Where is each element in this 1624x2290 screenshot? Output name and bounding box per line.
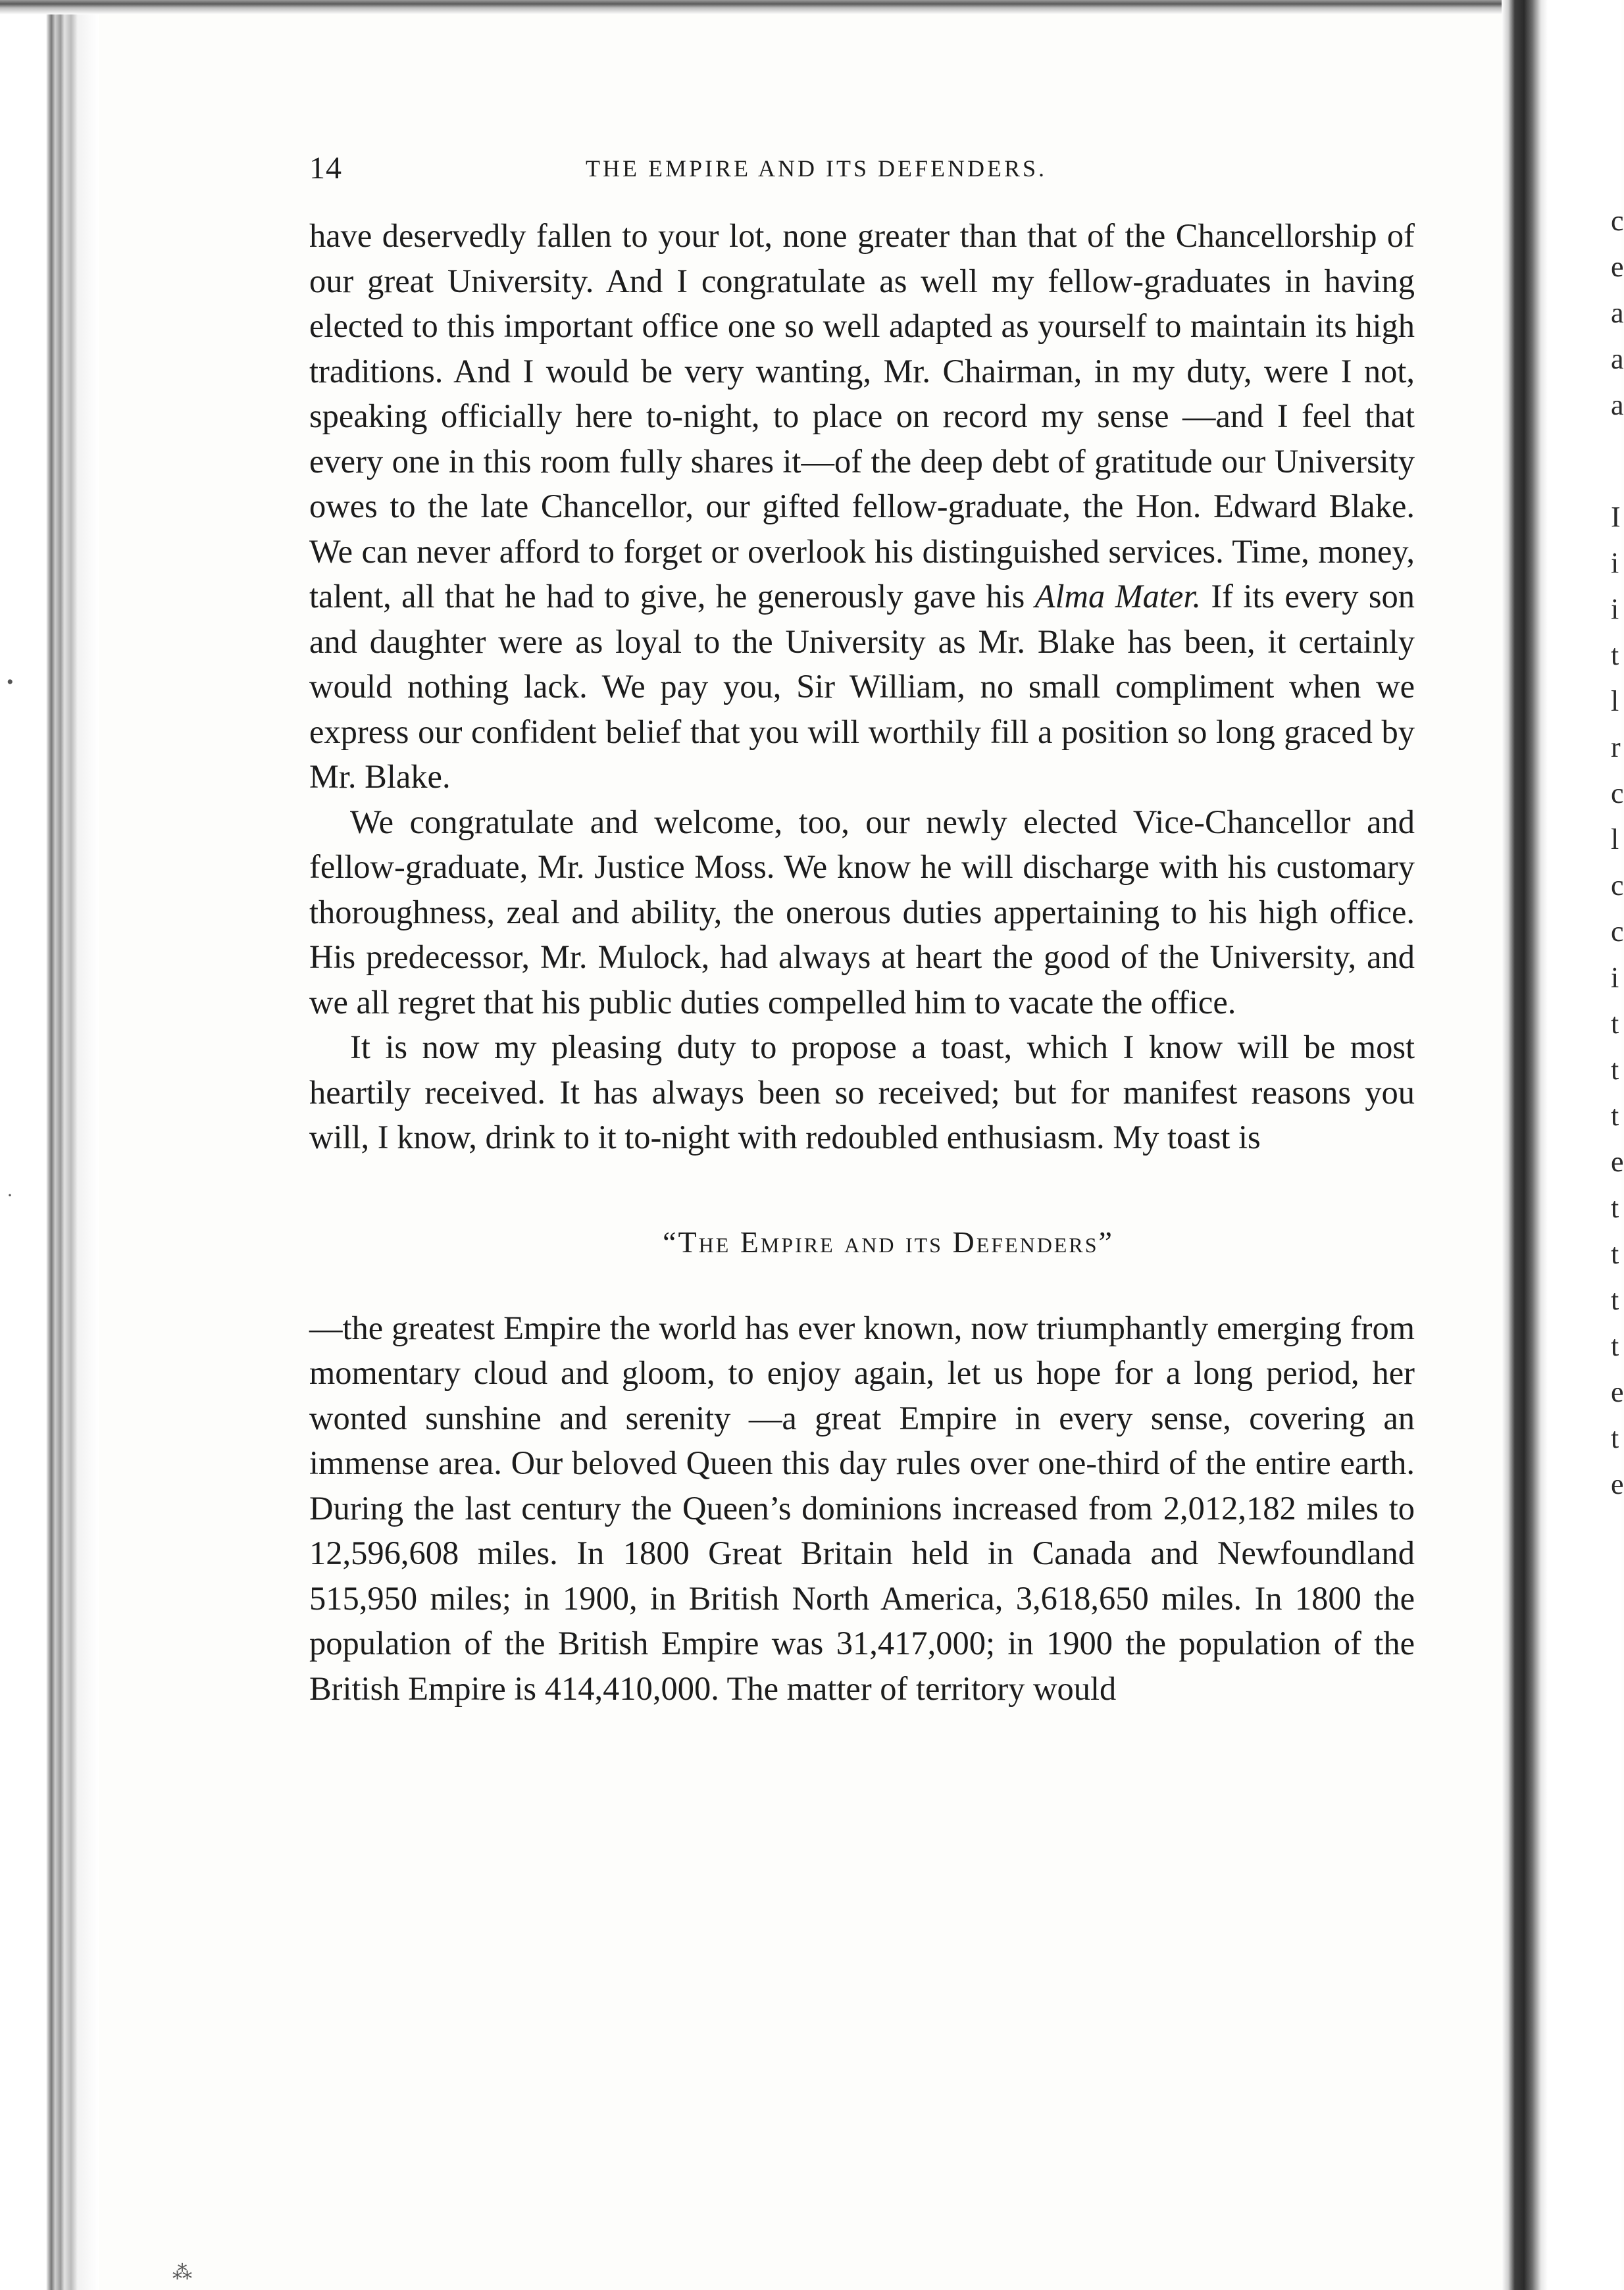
- facing-page-letter-fragment: r: [1611, 731, 1621, 763]
- facing-page-edge: [1548, 0, 1624, 2290]
- facing-page-letter-fragment: t: [1611, 1100, 1619, 1132]
- scan-binding-edge: [0, 0, 99, 2290]
- facing-page-letter-fragment: t: [1611, 1192, 1619, 1224]
- facing-page-letter-fragment: e: [1611, 1146, 1624, 1178]
- facing-page-letter-fragment: l: [1611, 685, 1619, 717]
- facing-page-letter-fragment: a: [1611, 343, 1624, 375]
- book-gutter: [1502, 0, 1548, 2290]
- scan-top-edge: [0, 0, 1533, 14]
- facing-page-letter-fragment: t: [1611, 1238, 1619, 1270]
- facing-page-letter-fragment: t: [1611, 1330, 1619, 1362]
- running-title: THE EMPIRE AND ITS DEFENDERS.: [586, 155, 1048, 182]
- facing-page-letter-fragment: t: [1611, 1007, 1619, 1040]
- paragraph-vice-chancellor: We congratulate and welcome, too, our newly elected Vice-Chancellor and fellow-graduate, Mr. Justice Moss. We know he will discharge with his customary thoroughness, zeal and ability, the onerous duties appertaining to his high office. His predecessor, Mr. Mulock, had always at heart the good of the University, and we all regret that his public duties compelled him to vacate the office.: [309, 803, 1415, 1021]
- facing-page-letter-fragment: t: [1611, 639, 1619, 671]
- facing-page-letter-fragment: e: [1611, 1376, 1624, 1408]
- book-page: [309, 138, 1415, 1711]
- running-head: [309, 138, 1415, 184]
- toast-heading: [309, 1225, 1415, 1260]
- paragraph-chancellorship: [309, 213, 1415, 800]
- page-number: 14: [309, 151, 342, 186]
- toast-heading-text: “The Empire and its Defenders”: [663, 1225, 1114, 1259]
- facing-page-letter-fragment: t: [1611, 1422, 1619, 1454]
- facing-page-letter-fragment: i: [1611, 961, 1619, 994]
- facing-page-letter-fragment: c: [1611, 869, 1624, 902]
- facing-page-letter-fragment: a: [1611, 389, 1624, 421]
- scan-speck: •: [7, 671, 14, 693]
- paragraph-empire: —the greatest Empire the world has ever known, now triumphantly emerging from momentary cloud and gloom, to enjoy again, let us hope for a long period, her wonted sunshine and serenity —a great Empire in every sense, covering an immense area. Our beloved Queen this day rules over one-third of the entire earth. During the last century the Queen’s dominions increased from 2,012,182 miles to 12,596,608 miles. In 1800 Great Britain held in Canada and Newfoundland 515,950 miles; in 1900, in British North America, 3,618,650 miles. In 1800 the population of the British Empire was 31,417,000; in 1900 the population of the British Empire is 414,410,000. The matter of territory would: [309, 1309, 1415, 1707]
- facing-page-letter-fragment: l: [1611, 823, 1619, 855]
- alma-mater-italic: Alma Mater.: [1034, 578, 1201, 615]
- facing-page-letter-fragment: c: [1611, 915, 1624, 948]
- facing-page-letter-fragment: e: [1611, 1468, 1624, 1500]
- paragraph-toast-intro: It is now my pleasing duty to propose a toast, which I know will be most heartily received. It has always been so received; but for manifest reasons you will, I know, drink to it to-night with redoubled enthusiasm. My toast is: [309, 1029, 1415, 1156]
- facing-page-letter-fragment: i: [1611, 593, 1619, 625]
- paragraph-text: have deservedly fallen to your lot, none greater than that of the Chancellorship of our great University. And I congratulate as well my fellow-graduates in having elected to this important office one so well adapted as yourself to maintain its high traditions. And I would be very wanting, Mr. Chairman, in my duty, were I not, speaking officially here to-night, to place on record my sense —and I feel that every one in this room fully shares it—of the deep debt of gratitude our University owes to the late Chancellor, our gifted fellow-graduate, the Hon. Edward Blake. We can never afford to forget or overlook his distinguished services. Time, money, talent, all that he had to give, he generously gave his: [309, 217, 1415, 615]
- facing-page-letter-fragment: e: [1611, 251, 1624, 283]
- facing-page-letter-fragment: a: [1611, 297, 1624, 329]
- paragraph-text: If its every son and daughter were as loyal to the University as Mr. Blake has been, it certainly would nothing lack. We pay you, Sir William, no small compliment when we express our confident belief that you will worthily fill a position so long graced by Mr. Blake.: [309, 578, 1415, 795]
- facing-page-letter-fragment: c: [1611, 205, 1624, 237]
- facing-page-letter-fragment: t: [1611, 1284, 1619, 1316]
- facing-page-letter-fragment: i: [1611, 547, 1619, 579]
- facing-page-letter-fragment: c: [1611, 777, 1624, 809]
- facing-page-letter-fragment: I: [1611, 501, 1621, 533]
- facing-page-letter-fragment: t: [1611, 1054, 1619, 1086]
- scan-speck: ·: [7, 1184, 13, 1206]
- scan-speck: ⁂: [172, 2262, 192, 2283]
